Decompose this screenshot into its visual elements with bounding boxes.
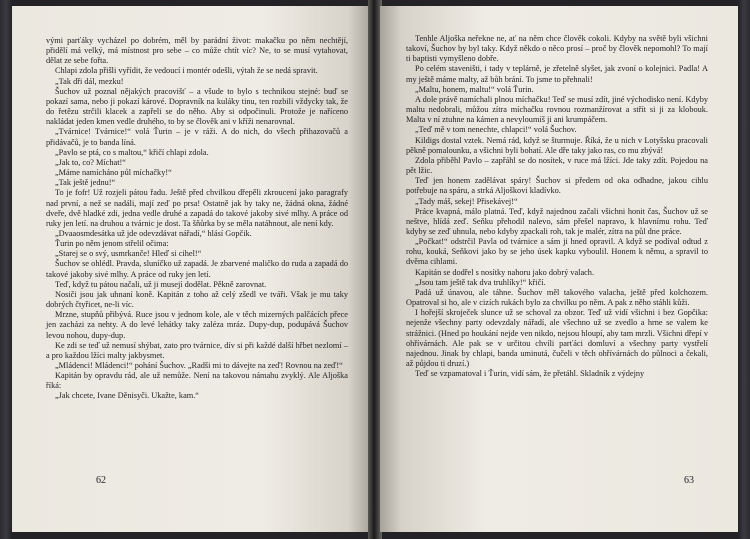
paragraph: „Tvárnice! Tvárnice!“ volá Ťurin – je v ráži. A do nich, do všech přihazovačů a přidávačů, je to banda líná. — [46, 127, 348, 147]
paragraph: „Dvaaosmdesátka už jde odevzdávat nářadí,“ hlásí Gopčik. — [55, 228, 252, 238]
paragraph: Ke zdi se teď už nemusí shýbat, zato pro tvárnice, dív si při každé další hřbet nezlomí – a pro každou lžíci malty jakbysmet. — [46, 340, 348, 360]
paragraph: Kapitán by opravdu rád, ale už nemůže. Není na takovou námahu zvyklý. Ale Aljoška říká: — [46, 371, 348, 391]
paragraph: „Jak to, co? Míchat!“ — [55, 157, 126, 167]
paragraph: Šuchov se ohlédl. Pravda, sluníčko už zapadá. Je zbarvené maličko do ruda a zapadá do takové jakoby sivé mlhy. A práce od ruky jen letí. — [46, 259, 348, 279]
paragraph: „Starej se o svý, usmrkanče! Hleď si cihel!“ — [55, 249, 202, 259]
paragraph: Kapitán se dodřel s nosítky nahoru jako dobrý valach. — [415, 267, 595, 277]
paragraph: vými parťáky vycházel po dobrém, měl by parádní život: makačku po něm nechtějí, přidělí má velký, má místnost pro sebe – co může chtít víc? Ne, to se musí vytahovat, dělat ze sebe fořta. — [46, 36, 348, 66]
paragraph: Mrzne, stupňů přibývá. Ruce jsou v jednom kole, ale v těch mizerných palčácích přece jen zacházi za nehty. A do levé lehátky taky zaléza mráz. Dupy-dup, podupává Šuchov levou nohou, dupy-dup. — [46, 310, 348, 340]
right-page-text — [406, 34, 708, 379]
paragraph: Teď jen honem zadělávat spáry! Šuchov si předem od oka odhadne, jakou cihlu potřebuje na spáru, a strká Aljoškovi kladívko. — [406, 176, 708, 196]
paragraph: Chlapi zdola přišli vyřídit, že vedoucí i montér odešli, výtah že se nedá spravit. — [55, 66, 318, 76]
paragraph: „Tak dři dál, mezku! — [55, 76, 124, 86]
paragraph: Tenhle Aljoška neřekne ne, ať na něm chce člověk cokoli. Kdyby na světě byli všichni takoví, Šuchov by byl taky. Když někdo o něco prosí – proč by člověk nepomohl? To mají ti baptisti vymyšleno dobře. — [406, 34, 708, 64]
paragraph: To je fofr! Už rozjeli pátou řadu. Ještě před chvilkou dřepěli zkroucení jako paragrafy nad první, a než se nadáli, mají zeď po prsa! Ostatně jak by taky ne, žádná okna, žádné dveře, dvě hladké zdi, jedna vedle druhé a zapadá do takové jakoby sivé mlhy. A práce od ruky jen letí. na druhou a tvárnic je dost. Ta šňůrka by se měla natáhnout, ale není kdy. — [46, 188, 348, 228]
paragraph: „Teď mě v tom nenechte, chlapci!“ volá Šuchov. — [415, 125, 577, 135]
paragraph: „Mládenci! Mládenci!“ pohání Šuchov. „Radši mi to dávejte na zeď! Rovnou na zeď!“ — [55, 361, 343, 370]
paragraph: „Tak ještě jednu!“ — [55, 178, 116, 188]
paragraph: Po celém staveništi, i tady v teplárně, je zřetelně slyšet, jak zvoní o kolejnici. Padla! A my ještě máme malty, až bůh brání. To jsme to přehnali! — [406, 64, 708, 84]
paragraph: Práce kvapná, málo platná. Teď, když najednou začali všichni honit čas, Šuchov už se neštve, hlídá zeď. Seňku přehodil nalevo, sám přešel napravo, k hlavnímu rohu. Teď kdyby se zeď uhnula, nebo kdyby zpackali roh, tak je malér, zítra na půl dne práce. — [406, 206, 708, 236]
paragraph: A dole právě namíchali plnou míchačku! Teď se musí zdít, jiné východisko není. Kdyby maltu nedobrali, můžou zítra míchačku rovnou rozmanžírovat a střít si ji za klobouk. Malta v ní ztuhne na kámen a nevyloumíš ji ani krumpáčem. — [406, 94, 708, 125]
page-number-left: 62 — [96, 475, 106, 486]
paragraph: „Jsou tam ještě tak dva truhlíky!“ křičí. — [415, 277, 546, 287]
paragraph: Padá už únavou, ale táhne. Šuchov měl takového valacha, ještě před kolchozem. Opatroval si ho, ale v cizích rukách bylo za chvilku po něm. A pak z něho stáhli kůži. — [406, 287, 708, 308]
paragraph: „Máme namícháno půl míchačky!“ — [55, 168, 172, 178]
paragraph: Šuchov už poznal nějakých pracovišť – a všude to bylo s technikou stejné: buď se pokazí sama, nebo ji pokazí kárové. Dopravník na kuláky tinu, ten rozbili vždycky tak, že do řetězu strčili klacek a zapřeli se do něho. Aby si odpočinuli. Protože je naříceno nakládat jeden kmen vedle druhého, to by se člověk ani v kříži nenarovnal. — [46, 86, 348, 127]
paragraph: Nosiči jsou jak uhnaní koně. Kapitán z toho až celý zšedl ve tváři. Však je mu taky dobrých čtyřicet, ne-li víc. — [46, 289, 348, 310]
paragraph: „Počkat!“ odstrčil Pavla od tvárnice a sám ji hned opravil. A když se podíval odtud z rohu, kouká, Seňkovi jako by se jeho úsek kapku vyboulil. Honem k němu, a spravil to dvěma cihlami. — [406, 237, 708, 267]
paragraph: Zdola přiběhl Pavlo – zapřáhl se do nosítek, v ruce má lžíci. Jde taky zdít. Pojedou na pět lžic. — [406, 155, 708, 176]
paragraph: Teď, když tu pátou načali, už ji musejí dodělat. Pěkně zarovnat. — [55, 279, 267, 289]
paragraph: „Pavlo se ptá, co s maltou,“ křičí chlapi zdola. — [55, 147, 209, 157]
page-number-right: 63 — [684, 475, 694, 486]
paragraph: I hořejší skroječek slunce už se schoval za obzor. Teď už vidí všichni i bez Gopčika: nejenže všechny party odevzdaly nářadí, ale všechno už se zvedlo a hrne se valem ke strážnici. (Hned po houkání nejde ven nikdo, nejsou hloupí, aby tam mrzli. Všichni dřepí v ohřívárnách. Ale pak se v určitou chvíli parťáci domluví a všechny party vystřelí najednou. Jinak by chlapi, banda uminutá, čučeli v těch ohřívárnách do půlnoci a čekali, až půjdou ti druzí.) — [406, 308, 708, 368]
paragraph: Kildigs dostal vztek. Nemá rád, když se šturmuje. Říká, že u nich v Lotyšsku pracovali pěkně pomalounku, a všichni byli bohatí. Ale dře taky jako ras, co mu zbývá! — [406, 135, 708, 155]
paragraph: „Maltu, honem, maltu!“ volá Ťurin. — [415, 84, 534, 94]
right-page — [380, 6, 738, 532]
paragraph: „Tady máš, sekej! Přisekávej!“ — [415, 196, 518, 206]
paragraph: Teď se vzpamatoval i Ťurin, vidí sám, že přetáhl. Skladník z výdejny — [415, 369, 645, 379]
left-page-text — [46, 36, 348, 402]
left-page — [12, 6, 370, 532]
paragraph: Ťurin po něm jenom střelil očima: — [55, 239, 169, 249]
paragraph: „Jak chcete, Ivane Děnisyči. Ukažte, kam.“ — [55, 391, 199, 401]
